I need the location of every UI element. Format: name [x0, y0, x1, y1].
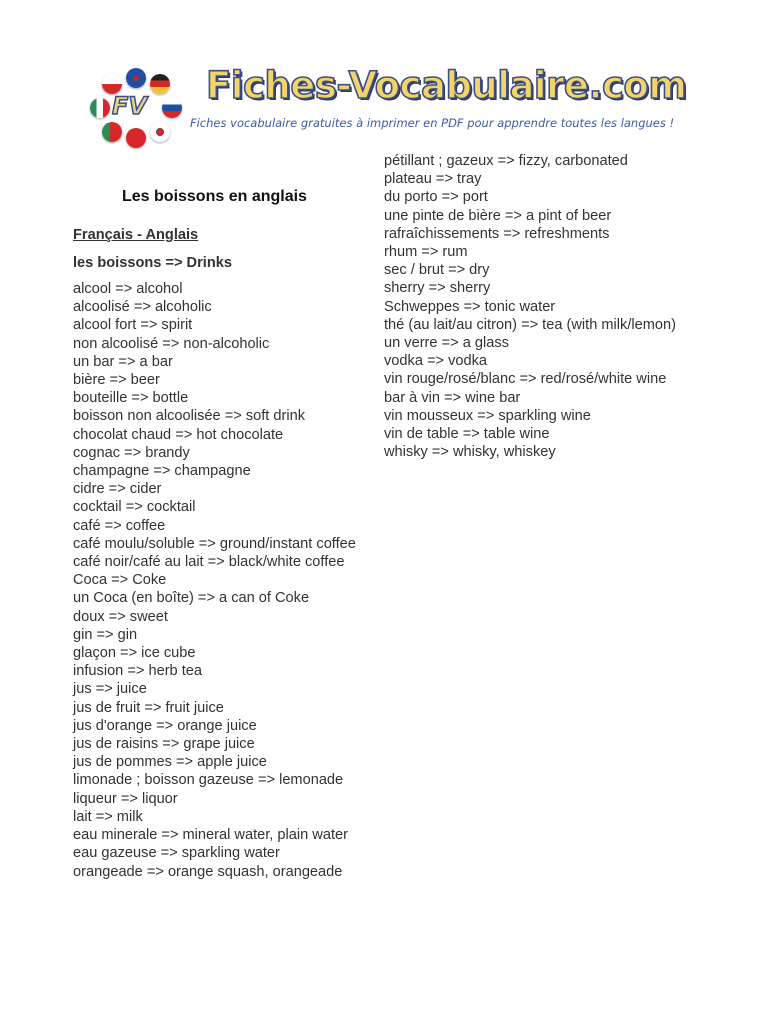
- vocab-entry: vin rouge/rosé/blanc => red/rosé/white wine: [384, 371, 667, 388]
- vocab-entry: jus de raisins => grape juice: [73, 736, 255, 753]
- vocab-entry: lait => milk: [73, 808, 143, 825]
- flag-korea-icon: [150, 122, 170, 142]
- vocab-entry: orangeade => orange squash, orangeade: [73, 863, 343, 880]
- vocab-entry: alcool fort => spirit: [73, 317, 193, 334]
- flag-uk-icon: [126, 68, 146, 88]
- vocab-entry: rafraîchissements => refreshments: [384, 225, 610, 242]
- flag-russia-icon: [162, 98, 182, 118]
- vocab-entry: rhum => rum: [384, 244, 468, 261]
- vocab-entry: thé (au lait/au citron) => tea (with milk/lemon): [384, 316, 676, 333]
- vocab-entry: jus => juice: [73, 681, 147, 698]
- vocab-entry: bière => beer: [73, 372, 160, 389]
- logo-badge-text: FV: [112, 92, 147, 120]
- vocab-entry: un Coca (en boîte) => a can of Coke: [73, 590, 310, 607]
- vocab-entry: gin => gin: [73, 626, 138, 643]
- vocab-entry: Schweppes => tonic water: [384, 298, 556, 315]
- vocab-entry: café => coffee: [73, 517, 166, 534]
- vocab-entry: champagne => champagne: [73, 463, 251, 480]
- vocab-entry: eau minerale => mineral water, plain water: [73, 827, 348, 844]
- site-brand: Fiches-Vocabulaire.com: [206, 64, 687, 107]
- vocab-entry: pétillant ; gazeux => fizzy, carbonated: [384, 153, 628, 169]
- vocab-entry: cidre => cider: [73, 481, 162, 498]
- vocab-entry: café moulu/soluble => ground/instant coffee: [73, 535, 356, 552]
- vocab-entry: un bar => a bar: [73, 353, 173, 370]
- vocab-entry: une pinte de bière => a pint of beer: [384, 207, 612, 224]
- vocab-entry: un verre => a glass: [384, 335, 509, 352]
- vocab-entry: alcoolisé => alcoholic: [73, 299, 212, 316]
- vocab-entry: eau gazeuse => sparkling water: [73, 845, 280, 862]
- vocab-entry: glaçon => ice cube: [73, 645, 196, 662]
- vocab-entry: liqueur => liquor: [73, 790, 178, 807]
- vocab-entry: vodka => vodka: [384, 353, 488, 370]
- vocab-entry: vin mousseux => sparkling wine: [384, 407, 591, 424]
- vocab-entry: chocolat chaud => hot chocolate: [73, 426, 284, 443]
- flag-china-icon: [126, 128, 146, 148]
- vocab-entry: boisson non alcoolisée => soft drink: [73, 408, 306, 425]
- vocab-entry: cognac => brandy: [73, 444, 190, 461]
- site-tagline: Fiches vocabulaire gratuites à imprimer en PDF pour apprendre toutes les langues !: [190, 116, 675, 130]
- flag-germany-icon: [150, 74, 170, 94]
- vocab-entry: Coca => Coke: [73, 572, 167, 589]
- vocab-entry: sherry => sherry: [384, 280, 491, 297]
- vocab-entry: jus de pommes => apple juice: [73, 754, 267, 771]
- flags-logo: [86, 64, 186, 146]
- vocab-entry: café noir/café au lait => black/white coffee: [73, 554, 345, 571]
- language-pair: Français - Anglais: [73, 227, 199, 243]
- vocab-entry: sec / brut => dry: [384, 262, 490, 279]
- vocab-entry: infusion => herb tea: [73, 663, 203, 680]
- vocab-entry: vin de table => table wine: [384, 426, 550, 443]
- site-header: [86, 60, 686, 150]
- flag-poland-icon: [102, 74, 122, 94]
- category-heading: les boissons => Drinks: [73, 255, 232, 271]
- page-title: Les boissons en anglais: [122, 188, 307, 205]
- vocab-list-left: [73, 280, 393, 881]
- vocab-entry: alcool => alcohol: [73, 281, 183, 297]
- vocab-entry: bouteille => bottle: [73, 390, 189, 407]
- vocab-entry: jus d'orange => orange juice: [73, 717, 257, 734]
- flag-portugal-icon: [102, 122, 122, 142]
- vocab-entry: non alcoolisé => non-alcoholic: [73, 335, 270, 352]
- vocab-entry: du porto => port: [384, 189, 488, 206]
- vocab-entry: whisky => whisky, whiskey: [384, 444, 556, 461]
- vocab-entry: limonade ; boisson gazeuse => lemonade: [73, 772, 344, 789]
- vocab-entry: bar à vin => wine bar: [384, 389, 521, 406]
- vocab-entry: doux => sweet: [73, 608, 168, 625]
- vocab-entry: jus de fruit => fruit juice: [73, 699, 224, 716]
- vocab-entry: plateau => tray: [384, 171, 482, 188]
- vocab-list-right: [384, 152, 684, 461]
- flag-italy-icon: [90, 98, 110, 118]
- vocab-entry: cocktail => cocktail: [73, 499, 196, 516]
